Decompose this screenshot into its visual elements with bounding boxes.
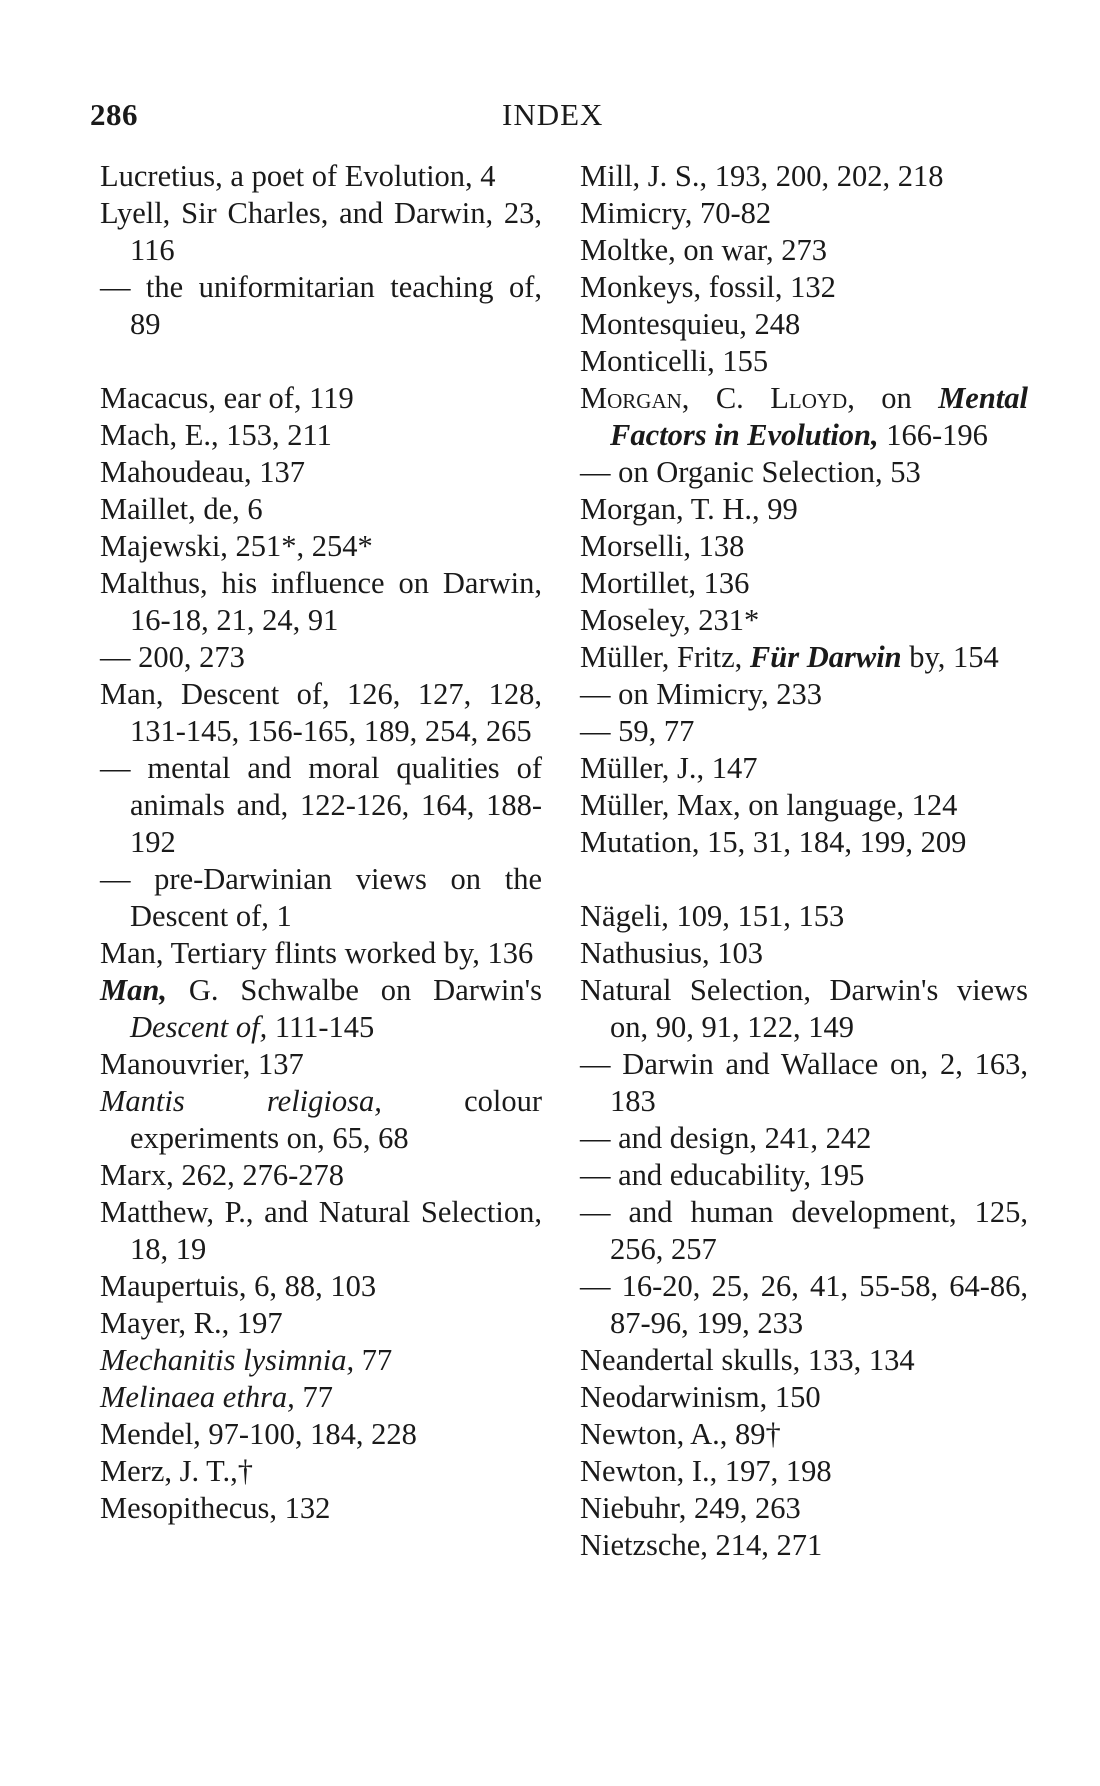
index-entry: Nathusius, 103 [580,936,763,970]
index-subentry: — mental and moral qualities of animals and, 122-126, 164, 188-192 [100,751,542,859]
section-gap [580,861,1028,898]
index-entry: Merz, J. T.,† [100,1454,254,1488]
index-entry: Müller, J., 147 [580,751,758,785]
entry-work-title: Für Darwin [749,640,902,674]
index-subentry: — Darwin and Wallace on, 2, 163, 183 [580,1047,1028,1118]
index-entry [100,1083,542,1157]
page-number: 286 [90,97,138,132]
index-entry: Morgan, T. H., 99 [580,492,798,526]
index-entry: Manouvrier, 137 [100,1047,304,1081]
index-subentry: — the uniformitarian teaching of, 89 [100,270,542,341]
index-entry: Mayer, R., 197 [100,1306,283,1340]
entry-text: 77 [354,1343,393,1377]
index-subentry: — 16-20, 25, 26, 41, 55-58, 64-86, 87-96, 199, 233 [580,1269,1028,1340]
index-entry: Man, Descent of, 126, 127, 128, 131-145, 156-165, 189, 254, 265 [100,677,542,748]
index-subentry: — on Organic Selection, 53 [580,455,921,489]
index-column-left [100,158,542,1527]
index-entry: Monkeys, fossil, 132 [580,270,836,304]
index-entry: Mill, J. S., 193, 200, 202, 218 [580,159,944,193]
index-subentry: — and design, 241, 242 [580,1121,872,1155]
index-entry: Mesopithecus, 132 [100,1491,331,1525]
index-entry: Müller, Max, on language, 124 [580,788,958,822]
entry-work-title: Descent of, [130,1010,268,1044]
index-entry: Mahoudeau, 137 [100,455,305,489]
entry-head: Man, [100,973,167,1007]
index-entry: Mutation, 15, 31, 184, 199, 209 [580,825,967,859]
index-entry: Mendel, 97-100, 184, 228 [100,1417,417,1451]
index-subentry: — on Mimicry, 233 [580,677,823,711]
index-entry: Lucretius, a poet of Evolution, 4 [100,159,496,193]
entry-head: Mantis religiosa, [100,1084,382,1118]
entry-pages: 111-145 [267,1010,375,1044]
index-entry: Maillet, de, 6 [100,492,263,526]
index-entry: Moltke, on war, 273 [580,233,827,267]
index-entry: Natural Selection, Darwin's views on, 90, 91, 122, 149 [580,973,1028,1044]
index-entry: Majewski, 251*, 254* [100,529,373,563]
index-entry: Mortillet, 136 [580,566,750,600]
entry-head: Morgan, C. Lloyd, [580,381,855,415]
entry-text: 77 [294,1380,333,1414]
entry-pages: 166-196 [878,418,988,452]
index-subentry: — 59, 77 [580,714,695,748]
index-entry [100,972,542,1046]
index-subentry: — and human development, 125, 256, 257 [580,1195,1028,1266]
index-entry: Niebuhr, 249, 263 [580,1491,801,1525]
entry-text: on [854,381,939,415]
index-entry: Mimicry, 70-82 [580,196,772,230]
entry-text: G. Schwalbe on Darwin's [166,973,542,1007]
index-entry: Malthus, his influence on Darwin, 16-18, 21, 24, 91 [100,566,542,637]
index-subentry: — pre-Darwinian views on the Descent of, 1 [100,862,542,933]
index-entry: Macacus, ear of, 119 [100,381,354,415]
index-entry [580,380,1028,454]
index-subentry: — 200, 273 [100,640,245,674]
entry-head: Mechanitis lysimnia, [100,1343,355,1377]
page-title: INDEX [502,97,604,132]
index-column-right [580,158,1028,1564]
entry-text: colour experiments on, 65, 68 [130,1084,542,1155]
index-entry: Nägeli, 109, 151, 153 [580,899,845,933]
section-gap [100,343,542,380]
index-entry [580,639,1028,676]
index-entry [100,1379,542,1416]
index-entry: Montesquieu, 248 [580,307,801,341]
index-entry: Newton, I., 197, 198 [580,1454,832,1488]
index-subentry: — and educability, 195 [580,1158,865,1192]
index-entry: Neodarwinism, 150 [580,1380,821,1414]
index-entry: Mach, E., 153, 211 [100,418,332,452]
index-entry: Marx, 262, 276-278 [100,1158,344,1192]
index-entry: Moseley, 231* [580,603,760,637]
index-entry: Maupertuis, 6, 88, 103 [100,1269,377,1303]
entry-text: by, 154 [901,640,999,674]
index-entry: Newton, A., 89† [580,1417,781,1451]
index-entry: Matthew, P., and Natural Selection, 18, 19 [100,1195,542,1266]
index-entry: Monticelli, 155 [580,344,769,378]
index-entry: Man, Tertiary flints worked by, 136 [100,936,534,970]
entry-head: Melinaea ethra, [100,1380,295,1414]
index-entry: Nietzsche, 214, 271 [580,1528,823,1562]
index-entry: Neandertal skulls, 133, 134 [580,1343,915,1377]
entry-head: Müller, Fritz, [580,640,750,674]
index-entry [100,1342,542,1379]
index-entry: Lyell, Sir Charles, and Darwin, 23, 116 [100,196,542,267]
entry-work-title: Mental Factors in Evolution, [610,381,1029,452]
index-entry: Morselli, 138 [580,529,745,563]
